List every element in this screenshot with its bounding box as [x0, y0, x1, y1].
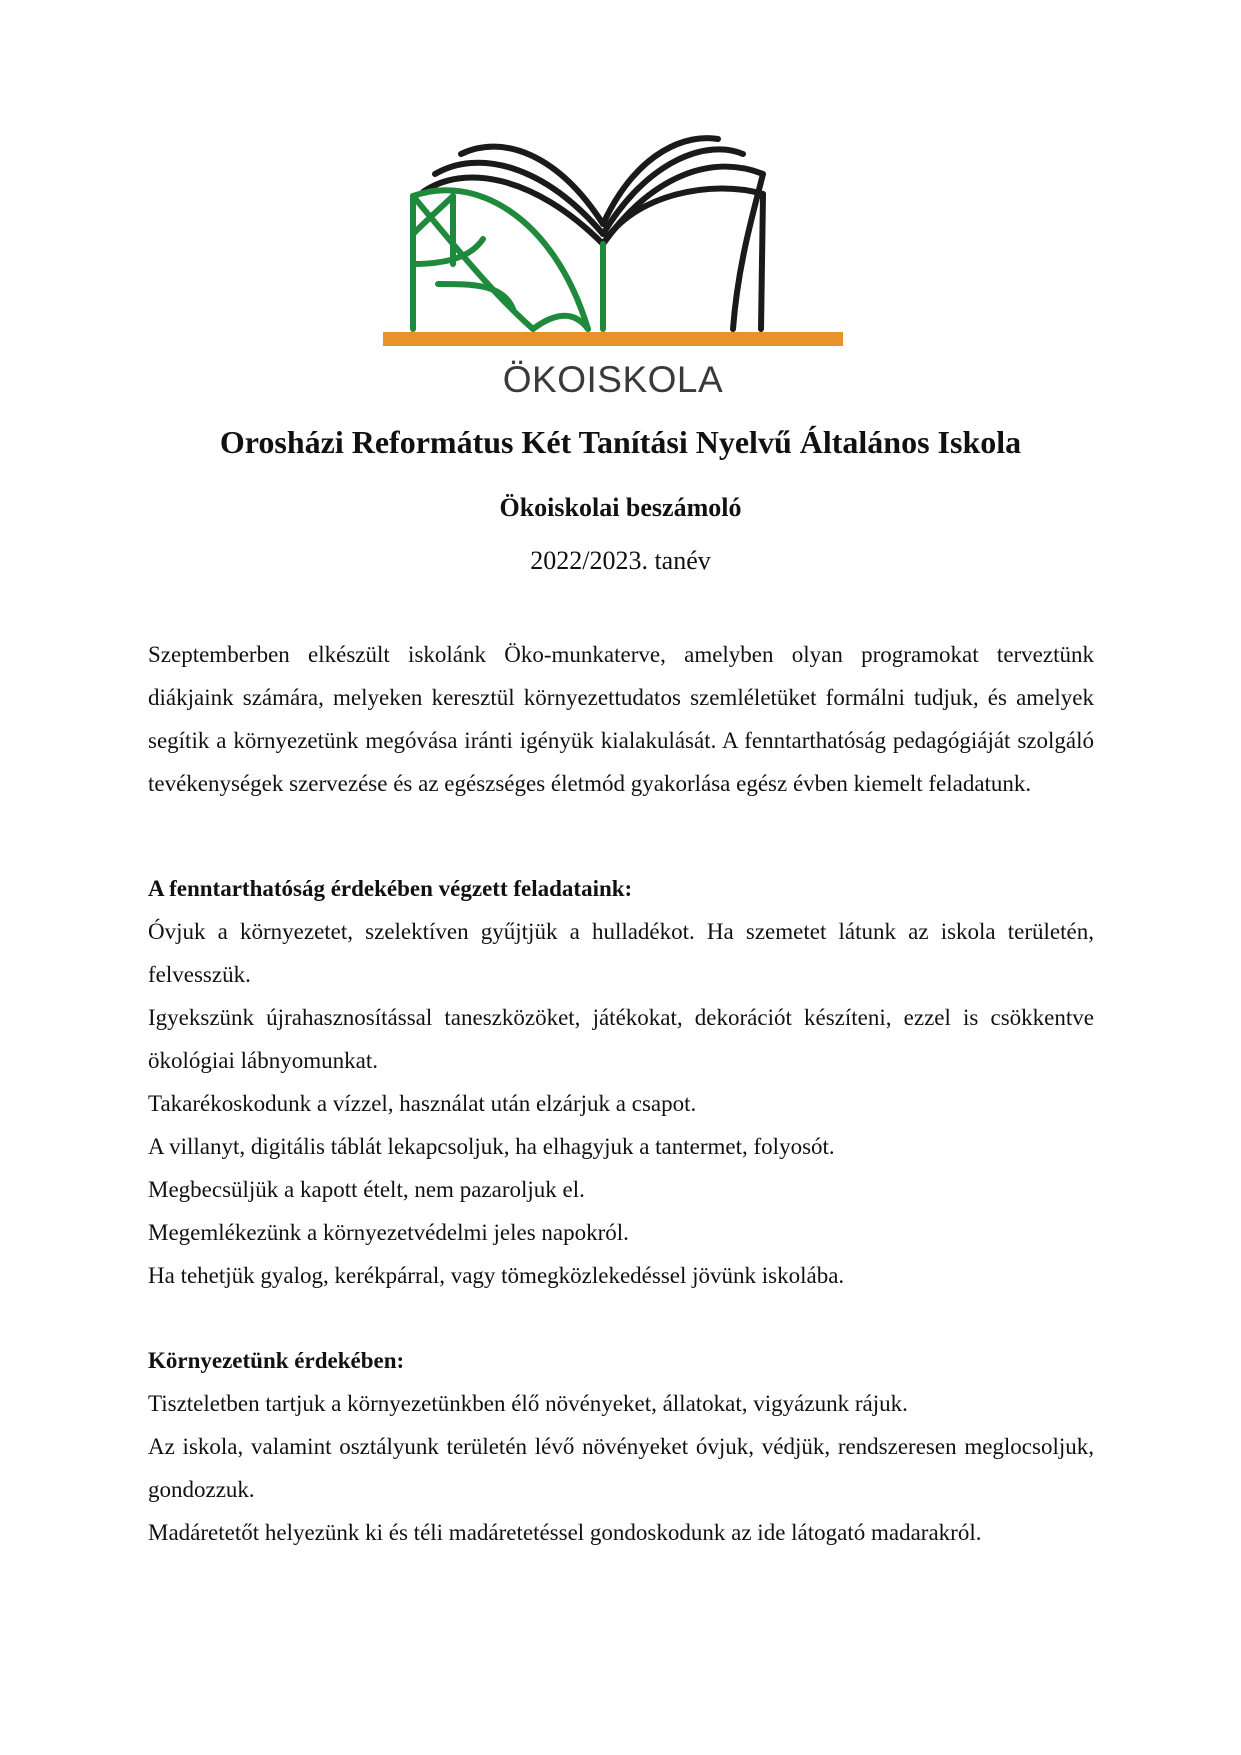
- list-item: Megemlékezünk a környezetvédelmi jeles napokról.: [148, 1220, 629, 1245]
- list-item: Ha tehetjük gyalog, kerékpárral, vagy tömegközlekedéssel jövünk iskolába.: [148, 1263, 845, 1288]
- report-title: Ökoiskolai beszámoló: [499, 493, 742, 522]
- book-pages-icon: [423, 138, 763, 329]
- list-item: Igyekszünk újrahasznosítással taneszközöket, játékokat, dekorációt készíteni, ezzel is csökkentve ökológiai lábnyomunkat.: [148, 1005, 1094, 1073]
- list-item: A villanyt, digitális táblát lekapcsoljuk, ha elhagyjuk a tantermet, folyosót.: [148, 1134, 835, 1159]
- logo-text: ÖKOISKOLA: [502, 359, 724, 400]
- list-item: Takarékoskodunk a vízzel, használat után elzárjuk a csapot.: [148, 1091, 697, 1116]
- school-year: 2022/2023. tanév: [530, 546, 711, 575]
- list-item: Madáretetőt helyezünk ki és téli madáretetéssel gondoskodunk az ide látogató madarakról.: [148, 1520, 982, 1545]
- leaf-icon: [413, 190, 603, 329]
- intro-paragraph: Szeptemberben elkészült iskolánk Öko-munkaterve, amelyben olyan programokat terveztünk diákjaink számára, melyeken keresztül környezettudatos szemléletüket formálni tudjuk, és amelyek segítik a környezetünk megóvása iránti igényük kialakulását. A fenntarthatóság pedagógiáját szolgáló tevékenységek szervezése és az egészséges életmód gyakorlása egész évben kiemelt feladatunk.: [148, 642, 1094, 796]
- list-item: Az iskola, valamint osztályunk területén lévő növényeket óvjuk, védjük, rendszeresen meglocsoljuk, gondozzuk.: [148, 1434, 1094, 1502]
- open-book-leaf-icon: [383, 134, 843, 406]
- shelf-bar: [383, 332, 843, 346]
- list-item: Óvjuk a környezetet, szelektíven gyűjtjük a hulladékot. Ha szemetet látunk az iskola területén, felvesszük.: [148, 919, 1094, 987]
- sustainability-task-list: [148, 910, 1094, 1297]
- list-item: Tiszteletben tartjuk a környezetünkben élő növényeket, állatokat, vigyázunk rájuk.: [148, 1391, 908, 1416]
- school-name: Orosházi Református Két Tanítási Nyelvű Általános Iskola: [219, 424, 1022, 460]
- section-heading-environment: Környezetünk érdekében:: [148, 1348, 405, 1373]
- section-heading-sustainability: A fenntarthatóság érdekében végzett feladataink:: [148, 876, 633, 901]
- list-item: Megbecsüljük a kapott ételt, nem pazaroljuk el.: [148, 1177, 585, 1202]
- environment-task-list: [148, 1382, 1094, 1554]
- okoiskola-logo: [383, 134, 843, 406]
